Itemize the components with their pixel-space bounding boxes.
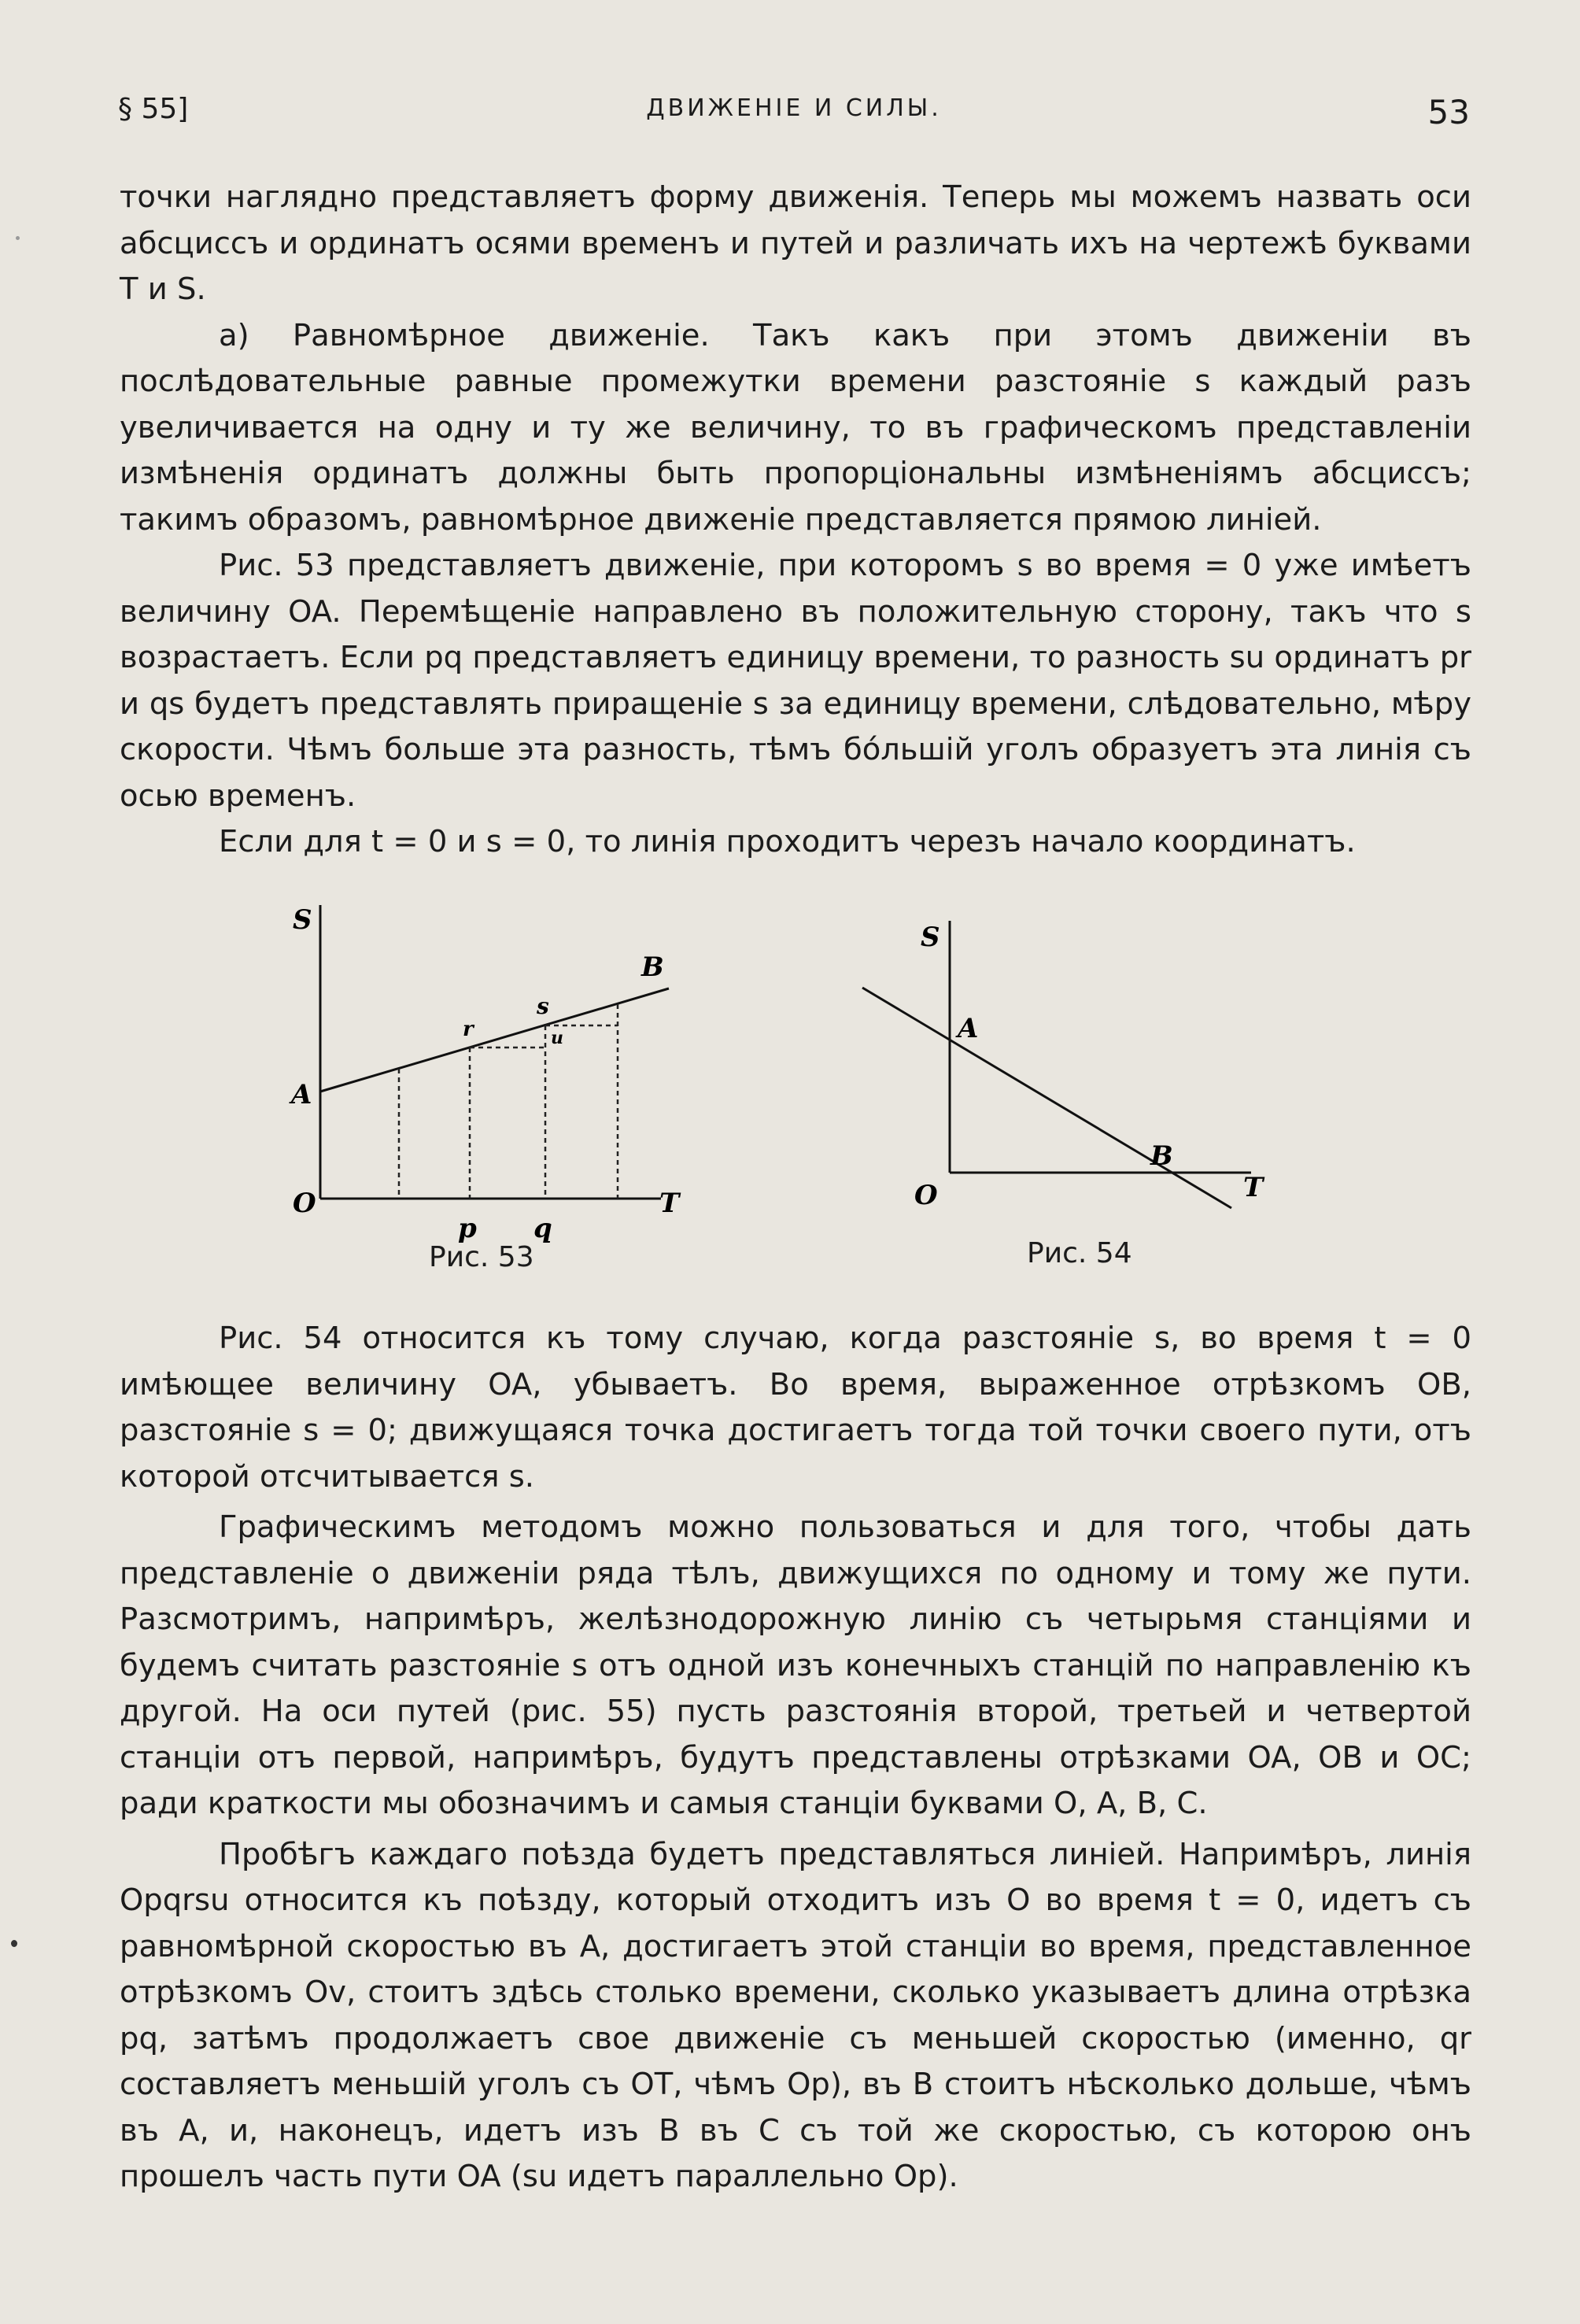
text-block-top [120, 175, 1471, 866]
paragraph: Если для t = 0 и s = 0, то линія проходитъ черезъ начало координатъ. [219, 824, 1356, 859]
figure-54-diagram [858, 897, 1298, 1236]
point-a-label: A [958, 1013, 979, 1044]
figures-row [0, 897, 1580, 1291]
paragraph: Рис. 53 представляетъ движеніе, при которомъ s во время = 0 уже имѣетъ величину OA. Перемѣщеніе направлено въ положительную сторону, такъ что s возрастаетъ. Если pq представляетъ единицу времени, то разность su ординатъ pr и qs будетъ представлять приращеніе s за единицу времени, слѣдовательно, мѣру скорости. Чѣмъ больше эта разность, тѣмъ бо́льшій уголъ образуетъ эта линія съ осью временъ. [120, 548, 1471, 814]
point-b-label: B [1150, 1140, 1173, 1172]
running-title: ДВИЖЕНІЕ И СИЛЫ. [646, 94, 942, 122]
paragraph: точки наглядно представляетъ форму движенія. Теперь мы можемъ назвать оси абсциссъ и ординатъ осями временъ и путей и различать ихъ на чертежѣ буквами T и S. [120, 179, 1471, 307]
point-q-label: q [533, 1213, 552, 1244]
section-marker: § 55] [118, 93, 189, 125]
point-a-label: A [291, 1079, 312, 1110]
t-axis-label: T [1243, 1172, 1264, 1203]
figure-53-caption: Рис. 53 [429, 1241, 534, 1273]
figure-53-diagram [283, 897, 724, 1244]
point-p-label: p [458, 1213, 477, 1244]
page-header [118, 93, 1470, 132]
paragraph: Пробѣгъ каждаго поѣзда будетъ представляться линіей. Напримѣръ, линія Opqrsu относится къ поѣзду, который отходитъ изъ O во время t = 0, идетъ съ равномѣрной скоростью въ A, достигаетъ этой станціи во время, представленное отрѣзкомъ Ov, стоитъ здѣсь столько времени, сколько указываетъ длина отрѣзка pq, затѣмъ продолжаетъ свое движеніе съ меньшей скоростью (именно, qr составляетъ меньшій уголъ съ OT, чѣмъ Op), въ B стоитъ нѣсколько дольше, чѣмъ въ A, и, наконецъ, идетъ изъ B въ C съ той же скоростью, съ которою онъ прошелъ часть пути OA (su идетъ параллельно Op). [120, 1836, 1471, 2194]
figure-54 [858, 897, 1298, 1291]
point-r-label: r [463, 1018, 474, 1041]
origin-label: O [914, 1180, 938, 1211]
point-b-label: B [641, 951, 664, 983]
page-number: 53 [1427, 93, 1470, 131]
figure-53 [283, 897, 724, 1291]
paragraph: Рис. 54 относится къ тому случаю, когда разстояніе s, во время t = 0 имѣющее величину OA, убываетъ. Во время, выраженное отрѣзкомъ OB, разстояніе s = 0; движущаяся точка достигаетъ тогда той точки своего пути, отъ которой отсчитывается s. [120, 1321, 1471, 1495]
motion-line [320, 988, 669, 1092]
point-u-label: u [551, 1028, 563, 1048]
ink-speck [11, 1940, 17, 1947]
ink-speck [16, 236, 20, 240]
paragraph: а) Равномѣрное движеніе. Такъ какъ при этомъ движеніи въ послѣдовательные равные промежутки времени разстояніе s каждый разъ увеличивается на одну и ту же величину, то въ графическомъ представленіи измѣненія ординатъ должны быть пропорціональны измѣненіямъ абсциссъ; такимъ образомъ, равномѣрное движеніе представляется прямою линіей. [120, 317, 1471, 538]
figure-54-caption: Рис. 54 [1027, 1237, 1132, 1269]
point-s-label: s [537, 993, 549, 1019]
text-block-bottom [120, 1316, 1471, 2200]
s-axis-label: S [921, 922, 940, 953]
s-axis-label: S [293, 904, 312, 936]
motion-line [862, 988, 1231, 1208]
t-axis-label: T [659, 1188, 680, 1219]
paragraph: Графическимъ методомъ можно пользоваться и для того, чтобы дать представленіе о движеніи ряда тѣлъ, движущихся по одному и тому же пути. Разсмотримъ, напримѣръ, желѣзнодорожную линію съ четырьмя станціями и будемъ считать разстояніе s отъ одной изъ конечныхъ станцій по направленію къ другой. На оси путей (рис. 55) пусть разстоянія второй, третьей и четвертой станціи отъ первой, напримѣръ, будутъ представлены отрѣзками OA, OB и OC; ради краткости мы обозначимъ и самыя станціи буквами O, A, B, C. [120, 1509, 1471, 1821]
origin-label: O [293, 1188, 316, 1219]
